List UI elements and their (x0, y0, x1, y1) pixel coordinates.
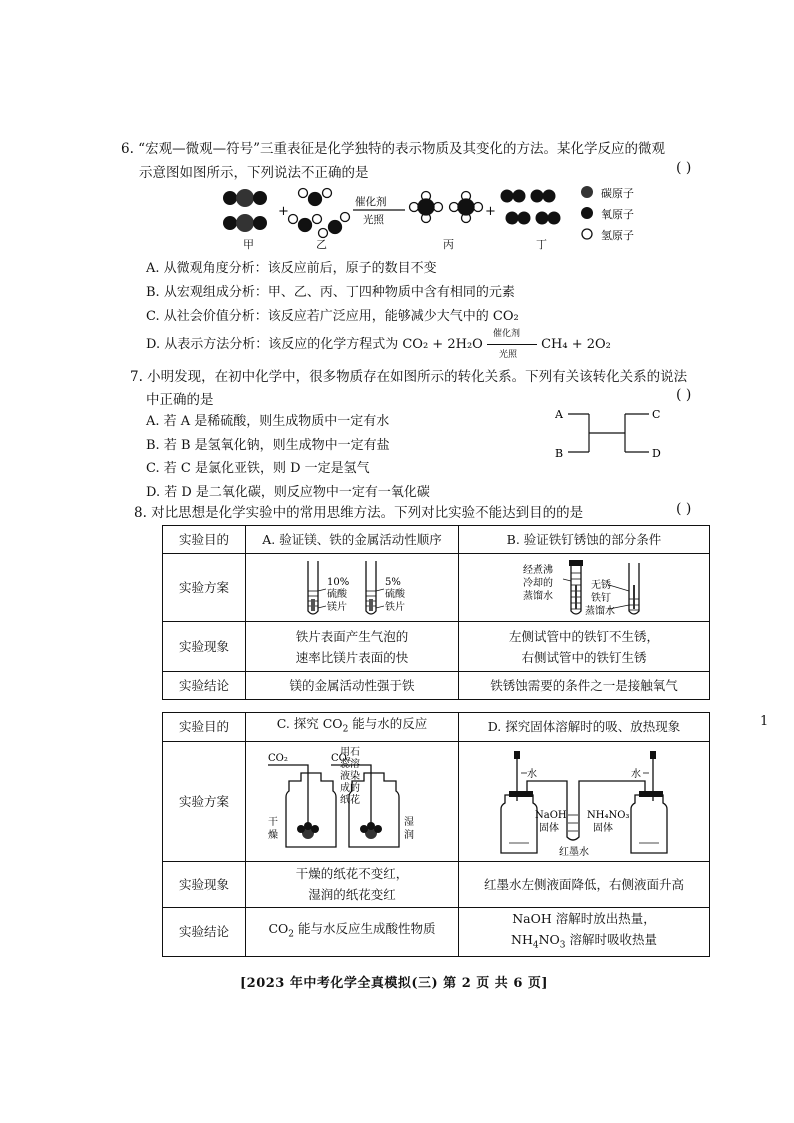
plus-sign-2: + (485, 204, 496, 219)
b-test-tubes-diagram (459, 555, 709, 621)
hydrogen-atom-icon (582, 229, 592, 239)
q7-conversion-diagram (555, 404, 665, 464)
a-conclusion: 镁的金属活动性强于铁 (246, 672, 459, 700)
c-flower-2: 蕊溶 (340, 759, 360, 770)
a-left-metal: 镁片 (327, 601, 347, 613)
node-b: B (555, 447, 564, 460)
stopper-right (639, 791, 663, 797)
node-c: C (652, 408, 661, 421)
a-right-pct: 5% (385, 576, 401, 588)
node-d: D (652, 447, 661, 460)
b-phen-line1: 左侧试管中的铁钉不生锈， (508, 628, 659, 644)
c-goal (246, 713, 459, 742)
d-concl-prefix: NH (511, 931, 533, 947)
q8-stem: 8. 对比思想是化学实验中的常用思维方法。下列对比实验不能达到目的的是 (134, 505, 584, 521)
oxygen-atom-icon (581, 207, 593, 219)
a-left-acid: 硫酸 (327, 588, 347, 600)
row-header-phenomenon-2: 实验现象 (163, 861, 246, 907)
c-co2-right: CO₂ (331, 753, 351, 764)
iron-strip (369, 599, 373, 611)
d-nh4no3-2: 固体 (593, 823, 613, 834)
row-header-plan: 实验方案 (163, 554, 246, 622)
dropper-bulb-right (650, 751, 656, 759)
b-water-2: 冷却的 (523, 577, 553, 589)
d-naoh-1: NaOH (535, 810, 567, 821)
legend-hydrogen: 氢原子 (601, 229, 634, 242)
c-conclusion (246, 907, 459, 957)
q7-option-c: C. 若 C 是氯化亚铁，则 D 一定是氢气 (146, 461, 370, 476)
b-conclusion: 铁锈蚀需要的条件之一是接触氧气 (459, 672, 710, 700)
c-concl-suffix: 能与水反应生成酸性物质 (294, 921, 436, 936)
d-plan (459, 741, 710, 861)
q7-answer-paren: ( ) (676, 387, 692, 403)
d-concl-line2 (459, 929, 709, 957)
experiment-table-ab (162, 525, 710, 700)
q6-option-d-prefix: D. 从表示方法分析：该反应的化学方程式为 CO₂ + 2H₂O (146, 337, 483, 352)
dropper-bulb-left (514, 751, 520, 759)
q6-option-a: A. 从微观角度分析：该反应前后，原子的数目不变 (146, 261, 437, 276)
b-goal: B. 验证铁钉锈蚀的部分条件 (459, 526, 710, 554)
a-right-metal: 铁片 (385, 601, 405, 613)
page-footer: [2023 年中考化学全真模拟(三) 第 2 页 共 6 页] (240, 976, 549, 991)
c-goal-prefix: C. 探究 CO (276, 716, 343, 731)
b-phenomenon (459, 622, 710, 672)
q6-stem-line2: 示意图如图所示，下列说法不正确的是 (139, 165, 369, 181)
q7-option-a: A. 若 A 是稀硫酸，则生成物质中一定有水 (146, 414, 390, 429)
side-mark: 1 (760, 714, 769, 729)
row-header-goal: 实验目的 (163, 526, 246, 554)
carbon-atom-icon (581, 186, 593, 198)
d-concl-suffix: 溶解时吸收热量 (565, 931, 657, 947)
c-phen-line2: 湿润的纸花变红 (308, 887, 396, 902)
c-co2-left: CO₂ (268, 753, 288, 764)
q6-option-b: B. 从宏观组成分析：甲、乙、丙、丁四种物质中含有相同的元素 (146, 285, 515, 300)
d-phenomenon: 红墨水左侧液面降低，右侧液面升高 (459, 861, 710, 907)
legend-oxygen: 氧原子 (601, 208, 634, 221)
d-concl-sub2: 3 (559, 940, 566, 950)
q6-option-d-catalyst: 催化剂 (492, 328, 520, 339)
row-header-phenomenon: 实验现象 (163, 622, 246, 672)
q7-stem-line1: 7. 小明发现，在初中化学中，很多物质存在如图所示的转化关系。下列有关该转化关系的说法 (130, 369, 688, 385)
molecule-ding (501, 190, 561, 225)
c-flower-1: 用石 (340, 747, 360, 758)
c-dry-2: 燥 (268, 830, 278, 841)
q6-option-d-suffix: CH₄ + 2O₂ (541, 337, 611, 352)
d-concl-mid: NO (538, 931, 560, 947)
b-nail-2: 铁钉 (591, 592, 611, 604)
d-red-ink: 红墨水 (559, 847, 589, 858)
c-goal-suffix: 能与水的反应 (348, 716, 428, 731)
c-phen-line1: 干燥的纸花不变红， (295, 866, 409, 881)
d-nh4no3-1: NH₄NO₃ (587, 810, 630, 821)
rubber-stopper (569, 560, 583, 566)
q6-option-d-arrow (487, 328, 537, 360)
q6-option-c: C. 从社会价值分析：该反应若广泛应用，能够减少大气中的 CO₂ (146, 309, 519, 324)
c-concl-prefix: CO (268, 921, 289, 936)
q6-catalyst-text: 催化剂 (355, 196, 387, 208)
label-jia: 甲 (243, 238, 254, 251)
q7-option-b: B. 若 B 是氢氧化钠，则生成物中一定有盐 (146, 438, 390, 453)
experiment-table-cd (162, 712, 710, 957)
c-plan (246, 741, 459, 861)
a-plan (246, 554, 459, 622)
c-dry-1: 干 (268, 817, 278, 828)
legend-carbon: 碳原子 (601, 187, 634, 200)
c-flower-3: 液染 (340, 771, 360, 782)
d-concl-sub1: 4 (532, 940, 539, 950)
a-right-acid: 硫酸 (385, 588, 405, 600)
a-phen-line2: 速率比镁片表面的快 (295, 649, 409, 665)
d-goal: D. 探究固体溶解时的吸、放热现象 (459, 713, 710, 742)
q6-option-d (146, 328, 611, 360)
q6-light-text: 光照 (363, 214, 384, 226)
row-header-plan-2: 实验方案 (163, 741, 246, 861)
magnesium-strip (311, 599, 315, 611)
paper-flower-dry (297, 822, 319, 839)
q7-stem-line2: 中正确的是 (146, 392, 214, 408)
c-flower-4: 成的 (340, 783, 360, 794)
c-wet-2: 润 (404, 830, 414, 841)
b-water-3: 蒸馏水 (523, 590, 553, 602)
q7-option-d: D. 若 D 是二氧化碳，则反应物中一定有一氧化碳 (146, 485, 430, 500)
stopper-left (509, 791, 533, 797)
q8-answer-paren: ( ) (676, 501, 692, 517)
a-left-pct: 10% (327, 576, 350, 588)
q6-stem-line1: 6. “宏观—微观—符号”三重表征是化学独特的表示物质及其变化的方法。某化学反应的微观 (121, 141, 665, 157)
d-concl-line1: NaOH 溶解时放出热量， (512, 910, 656, 926)
molecule-yi (289, 189, 350, 238)
b-phen-line2: 右侧试管中的铁钉生锈 (521, 649, 647, 665)
d-naoh-2: 固体 (539, 823, 559, 834)
label-bing: 丙 (443, 238, 454, 251)
row-header-conclusion-2: 实验结论 (163, 907, 246, 957)
plus-sign-1: + (278, 204, 289, 219)
node-a: A (555, 408, 563, 421)
molecule-jia (223, 189, 267, 232)
d-conclusion (459, 907, 710, 957)
q6-option-d-light: 光照 (498, 349, 517, 360)
a-test-tubes-diagram (246, 555, 458, 621)
a-phen-line1: 铁片表面产生气泡的 (295, 628, 409, 644)
b-water-1: 经煮沸 (523, 564, 553, 576)
legend (581, 186, 634, 242)
d-water-right: 水 (631, 769, 641, 780)
molecule-bing (410, 192, 483, 223)
b-plan (459, 554, 710, 622)
c-phenomenon (246, 861, 459, 907)
c-flower-5: 纸花 (340, 795, 360, 806)
q6-answer-paren: ( ) (676, 160, 692, 176)
b-nail-3: 蒸馏水 (585, 605, 615, 617)
label-ding: 丁 (536, 238, 547, 251)
c-goal-sub: 2 (342, 724, 349, 735)
c-concl-sub: 2 (288, 929, 295, 940)
a-goal: A. 验证镁、铁的金属活动性顺序 (246, 526, 459, 554)
d-water-left: 水 (527, 769, 537, 780)
b-nail-1: 无锈 (591, 579, 611, 591)
c-wet-1: 湿 (404, 817, 414, 828)
row-header-conclusion: 实验结论 (163, 672, 246, 700)
paper-flower-wet (360, 822, 382, 839)
row-header-goal-2: 实验目的 (163, 713, 246, 742)
a-phenomenon (246, 622, 459, 672)
c-bottles-diagram (246, 743, 458, 859)
d-apparatus-diagram (459, 743, 709, 859)
label-yi: 乙 (316, 238, 327, 251)
